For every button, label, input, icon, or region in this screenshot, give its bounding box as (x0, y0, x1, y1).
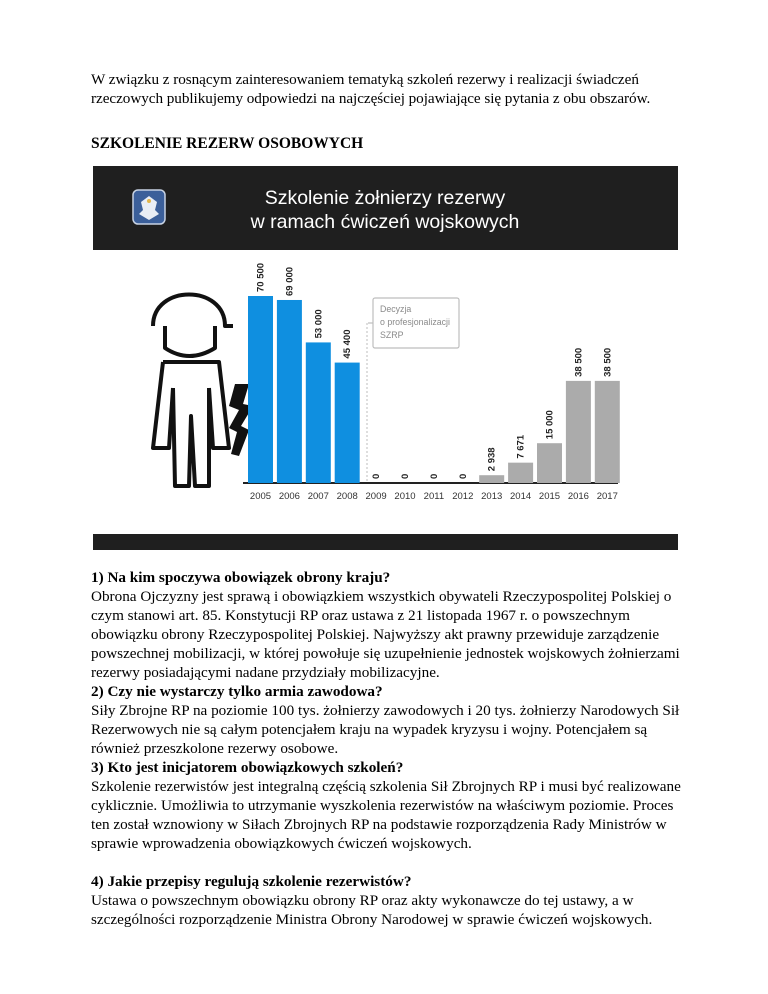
year-label-2011: 2011 (423, 491, 445, 502)
infographic (93, 166, 678, 550)
decision-line3: SZRP (380, 330, 404, 340)
value-label-2012: 0 (457, 473, 469, 479)
bar-2014 (508, 463, 533, 483)
qa-question-1: 1) Na kim spoczywa obowiązek obrony kraju? (91, 569, 391, 586)
year-label-2014: 2014 (510, 491, 532, 502)
value-label-2014: 7 671 (515, 434, 527, 459)
value-label-2008: 45 400 (342, 329, 354, 359)
year-label-2016: 2016 (567, 491, 589, 502)
qa-item-2 (91, 682, 691, 758)
qa-answer-4: Ustawa o powszechnym obowiązku obrony RP oraz akty wykonawcze do tej ustawy, a w szczególności rozporządzenie Ministra Obrony Narodowej w sprawie ćwiczeń wojskowych. (91, 892, 653, 928)
bar-2007 (306, 342, 331, 483)
year-label-2009: 2009 (365, 491, 387, 502)
bar-2005 (248, 296, 273, 483)
decision-line1: Decyzja (380, 304, 412, 314)
soldier-silhouette (153, 295, 233, 487)
reserve-training-chart (93, 166, 678, 550)
year-label-2015: 2015 (538, 491, 561, 502)
year-label-2017: 2017 (596, 491, 618, 502)
value-label-2013: 2 938 (486, 447, 498, 472)
year-label-2012: 2012 (452, 491, 474, 502)
bar-2016 (566, 381, 591, 483)
year-label-2005: 2005 (249, 491, 272, 502)
qa-answer-2: Siły Zbrojne RP na poziomie 100 tys. żołnierzy zawodowych i 20 tys. żołnierzy Narodowych Sił Rezerwowych nie są całym potencjałem kraju na wypadek kryzysu i wojny. Potencjałem są również przeszkolone rezerwy osobowe. (91, 702, 680, 757)
infographic-title-line1: Szkolenie żołnierzy rezerwy (264, 187, 506, 209)
army-emblem-icon (133, 190, 165, 224)
value-label-2017: 38 500 (602, 347, 614, 377)
year-label-2008: 2008 (336, 491, 358, 502)
bar-2008 (335, 363, 360, 483)
decision-line2: o profesjonalizacji (380, 317, 450, 327)
bar-2015 (537, 443, 562, 483)
decision-note (367, 298, 459, 482)
qa-question-4: 4) Jakie przepisy regulują szkolenie rezerwistów? (91, 873, 412, 890)
qa-answer-1: Obrona Ojczyzny jest sprawą i obowiązkiem wszystkich obywateli Rzeczypospolitej Polskiej o czym stanowi art. 85. Konstytucji RP oraz ustawa z 21 listopada 1967 r. o powszechnym obowiązku obrony Rzeczypospolitej Polskiej. Najwyższy akt prawny przewiduje zarządzenie powszechnej mobilizacji, w której powołuje się uzupełnienie jednostek wojskowych żołnierzami rezerwy posiadającymi nadane przydziały mobilizacyjne. (91, 588, 680, 681)
bar-2013 (479, 475, 504, 483)
value-label-2005: 70 500 (255, 262, 267, 292)
value-label-2015: 15 000 (544, 410, 556, 440)
intro-paragraph: W związku z rosnącym zainteresowaniem tematyką szkoleń rezerwy i realizacji świadczeń rzeczowych publikujemy odpowiedzi na najczęściej pojawiające się pytania z obu obszarów. (91, 71, 651, 107)
value-label-2010: 0 (400, 473, 411, 479)
year-label-2007: 2007 (307, 491, 329, 502)
qa-item-4 (91, 872, 691, 929)
value-label-2006: 69 000 (284, 266, 296, 296)
qa-question-3: 3) Kto jest inicjatorem obowiązkowych szkoleń? (91, 759, 404, 776)
infographic-title-line2: w ramach ćwiczeń wojskowych (250, 211, 520, 233)
bar-2017 (595, 381, 620, 483)
year-label-2010: 2010 (394, 491, 416, 502)
value-label-2009: 0 (371, 473, 383, 479)
infographic-footer (93, 534, 678, 550)
section-heading: SZKOLENIE REZERW OSOBOWYCH (91, 135, 364, 152)
qa-answer-3: Szkolenie rezerwistów jest integralną częścią szkolenia Sił Zbrojnych RP i musi być realizowane cyklicznie. Umożliwia to utrzymanie wyszkolenia rezerwistów na właściwym poziomie. Proces ten został wznowiony w Siłach Zbrojnych RP na podstawie rozporządzenia Rady Ministrów w sprawie wprowadzenia obowiązkowych ćwiczeń wojskowych. (91, 778, 681, 852)
qa-item-3 (91, 758, 691, 853)
value-label-2011: 0 (428, 473, 440, 479)
year-label-2013: 2013 (481, 491, 503, 502)
value-label-2016: 38 500 (573, 347, 585, 377)
year-label-2006: 2006 (278, 491, 300, 502)
bar-2006 (277, 300, 302, 483)
qa-item-1 (91, 568, 691, 682)
qa-question-2: 2) Czy nie wystarczy tylko armia zawodowa? (91, 683, 383, 700)
value-label-2007: 53 000 (313, 309, 325, 339)
